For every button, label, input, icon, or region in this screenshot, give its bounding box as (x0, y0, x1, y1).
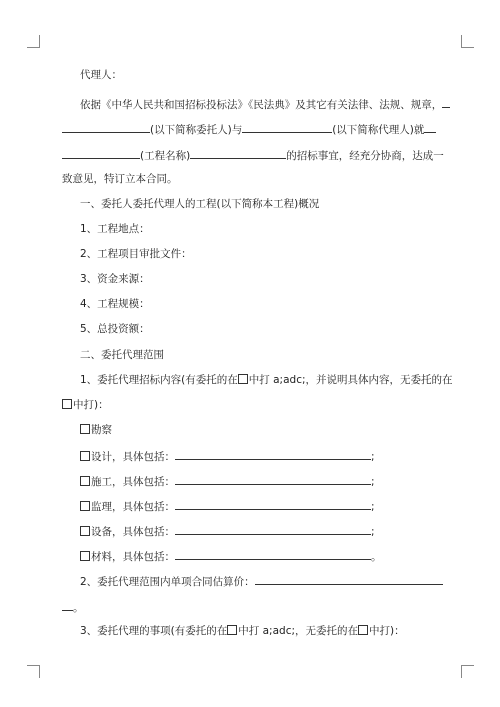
project-name-blank[interactable] (62, 147, 140, 159)
option-supervision (80, 498, 375, 514)
checkbox-icon[interactable] (80, 476, 90, 486)
option-equipment (80, 523, 375, 539)
option-design-text: 设计，具体包括： (91, 451, 175, 463)
estimate-blank[interactable] (255, 573, 443, 585)
matters-text-a: 3、委托代理的事项(有委托的在 (80, 625, 228, 637)
checkbox-icon[interactable] (80, 551, 90, 561)
blank-field[interactable] (442, 96, 450, 108)
construction-blank[interactable] (175, 473, 371, 485)
basis-line (80, 96, 450, 112)
tender-text: 的招标事宜，经充分协商，达成一 (286, 150, 444, 162)
agreement-line (62, 172, 178, 186)
checkbox-icon[interactable] (358, 625, 368, 635)
section-one-text: 一、委托人委托代理人的工程(以下简称本工程)概况 (80, 198, 320, 210)
crop-mark-top-right (461, 35, 474, 48)
matters-text-b: 中打 a;adc;，无委托的在 (238, 625, 359, 637)
option-equipment-text: 设备，具体包括： (91, 526, 175, 538)
principal-blank[interactable] (62, 121, 150, 133)
section-two-heading (80, 348, 164, 362)
scope-line-cont (62, 398, 109, 412)
project-blank[interactable] (190, 147, 286, 159)
section-two-text: 二、委托代理范围 (80, 349, 164, 361)
estimate-text: 2、委托代理范围内单项合同估算价： (80, 576, 255, 588)
estimate-blank-cont[interactable] (62, 599, 73, 611)
estimate-line (80, 573, 443, 589)
materials-blank[interactable] (175, 548, 371, 560)
design-blank[interactable] (175, 448, 371, 460)
scope-text-b: 中打 a;adc;，并说明具体内容，无委托的在 (248, 374, 453, 386)
project-line (62, 147, 444, 163)
crop-mark-bottom-left (27, 665, 40, 678)
item-approval (80, 247, 192, 261)
section-one-heading (80, 197, 319, 211)
crop-mark-top-left (27, 35, 40, 48)
item-funding (80, 272, 150, 286)
option-survey (80, 423, 112, 437)
item-approval-text: 2、工程项目审批文件： (80, 248, 192, 260)
principal-text: (以下简称委托人)与 (150, 124, 243, 136)
period: 。 (73, 602, 84, 614)
item-location-text: 1、工程地点： (80, 223, 150, 235)
agent-label-text: 代理人： (80, 69, 122, 81)
blank-field[interactable] (424, 121, 436, 133)
scope-text-c: 中打)： (73, 399, 109, 411)
option-supervision-text: 监理，具体包括： (91, 501, 175, 513)
semicolon: ; (371, 451, 375, 463)
equipment-blank[interactable] (175, 523, 371, 535)
item-scale (80, 297, 150, 311)
option-construction-text: 施工，具体包括： (91, 476, 175, 488)
item-funding-text: 3、资金来源： (80, 273, 150, 285)
checkbox-icon[interactable] (62, 399, 72, 409)
agent-blank[interactable] (242, 121, 332, 133)
scope-line (80, 373, 453, 387)
estimate-line-cont (62, 599, 84, 615)
semicolon: ; (371, 526, 375, 538)
item-scale-text: 4、工程规模： (80, 298, 150, 310)
agreement-text: 致意见，特订立本合同。 (62, 173, 178, 185)
agent-label (80, 68, 122, 82)
option-survey-text: 勘察 (91, 424, 112, 436)
supervision-blank[interactable] (175, 498, 371, 510)
project-name-text: (工程名称) (140, 150, 191, 162)
period: 。 (371, 551, 382, 563)
checkbox-icon[interactable] (80, 451, 90, 461)
item-investment-text: 5、总投资额： (80, 323, 150, 335)
checkbox-icon[interactable] (238, 374, 248, 384)
matters-line (80, 624, 405, 638)
option-materials-text: 材料，具体包括： (91, 551, 175, 563)
option-design (80, 448, 375, 464)
checkbox-icon[interactable] (80, 501, 90, 511)
option-materials (80, 548, 382, 564)
parties-line (62, 121, 436, 137)
option-construction (80, 473, 375, 489)
item-investment (80, 322, 150, 336)
checkbox-icon[interactable] (227, 625, 237, 635)
agent-text: (以下简称代理人)就 (332, 124, 425, 136)
item-location (80, 222, 150, 236)
scope-text-a: 1、委托代理招标内容(有委托的在 (80, 374, 238, 386)
basis-text: 依据《中华人民共和国招标投标法》《民法典》及其它有关法律、法规、规章， (80, 99, 443, 111)
semicolon: ; (371, 501, 375, 513)
checkbox-icon[interactable] (80, 526, 90, 536)
checkbox-icon[interactable] (80, 424, 90, 434)
semicolon: ; (371, 476, 375, 488)
matters-text-c: 中打)： (369, 625, 405, 637)
crop-mark-bottom-right (461, 665, 474, 678)
